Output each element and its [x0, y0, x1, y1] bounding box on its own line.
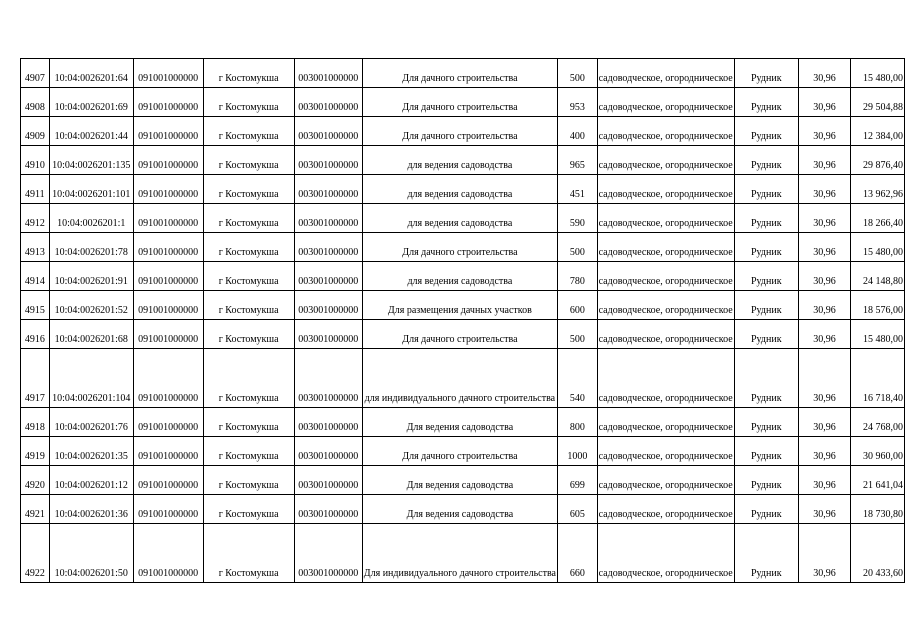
rate-cell: 30,96 — [798, 495, 850, 524]
zone-cell: Рудник — [734, 524, 798, 583]
zone-cell: Рудник — [734, 408, 798, 437]
okato-cell: 003001000000 — [294, 408, 362, 437]
table-row — [21, 437, 905, 466]
purpose-cell: для индивидуального дачного строительства — [362, 349, 557, 408]
purpose-cell: Для дачного строительства — [362, 233, 557, 262]
locality-cell: г Костомукша — [203, 349, 294, 408]
rate-cell: 30,96 — [798, 175, 850, 204]
table-row — [21, 291, 905, 320]
okato-cell: 003001000000 — [294, 466, 362, 495]
table-row — [21, 495, 905, 524]
zone-cell: Рудник — [734, 291, 798, 320]
area-cell: 540 — [558, 349, 598, 408]
code-cell: 091001000000 — [133, 466, 203, 495]
table-row — [21, 408, 905, 437]
cadastral-number-cell: 10:04:0026201:35 — [49, 437, 133, 466]
zone-cell: Рудник — [734, 59, 798, 88]
land-use-cell: садоводческое, огородническое — [597, 408, 734, 437]
rate-cell: 30,96 — [798, 291, 850, 320]
cadastral-number-cell: 10:04:0026201:12 — [49, 466, 133, 495]
cadastral-number-cell: 10:04:0026201:44 — [49, 117, 133, 146]
area-cell: 500 — [558, 233, 598, 262]
code-cell: 091001000000 — [133, 117, 203, 146]
okato-cell: 003001000000 — [294, 146, 362, 175]
row-number-cell: 4918 — [21, 408, 50, 437]
area-cell: 400 — [558, 117, 598, 146]
rate-cell: 30,96 — [798, 524, 850, 583]
row-number-cell: 4908 — [21, 88, 50, 117]
okato-cell: 003001000000 — [294, 524, 362, 583]
cadastral-number-cell: 10:04:0026201:135 — [49, 146, 133, 175]
amount-cell: 30 960,00 — [851, 437, 905, 466]
area-cell: 500 — [558, 59, 598, 88]
zone-cell: Рудник — [734, 437, 798, 466]
okato-cell: 003001000000 — [294, 320, 362, 349]
amount-cell: 15 480,00 — [851, 320, 905, 349]
area-cell: 965 — [558, 146, 598, 175]
area-cell: 800 — [558, 408, 598, 437]
code-cell: 091001000000 — [133, 291, 203, 320]
land-use-cell: садоводческое, огородническое — [597, 88, 734, 117]
rate-cell: 30,96 — [798, 233, 850, 262]
locality-cell: г Костомукша — [203, 117, 294, 146]
locality-cell: г Костомукша — [203, 204, 294, 233]
locality-cell: г Костомукша — [203, 466, 294, 495]
row-number-cell: 4911 — [21, 175, 50, 204]
cadastral-number-cell: 10:04:0026201:104 — [49, 349, 133, 408]
cadastral-number-cell: 10:04:0026201:78 — [49, 233, 133, 262]
okato-cell: 003001000000 — [294, 262, 362, 291]
purpose-cell: Для размещения дачных участков — [362, 291, 557, 320]
cadastral-number-cell: 10:04:0026201:52 — [49, 291, 133, 320]
locality-cell: г Костомукша — [203, 59, 294, 88]
row-number-cell: 4920 — [21, 466, 50, 495]
amount-cell: 21 641,04 — [851, 466, 905, 495]
cadastral-number-cell: 10:04:0026201:91 — [49, 262, 133, 291]
cadastral-number-cell: 10:04:0026201:1 — [49, 204, 133, 233]
amount-cell: 13 962,96 — [851, 175, 905, 204]
okato-cell: 003001000000 — [294, 233, 362, 262]
land-use-cell: садоводческое, огородническое — [597, 349, 734, 408]
table-row — [21, 117, 905, 146]
code-cell: 091001000000 — [133, 437, 203, 466]
row-number-cell: 4910 — [21, 146, 50, 175]
row-number-cell: 4915 — [21, 291, 50, 320]
table-row — [21, 349, 905, 408]
area-cell: 953 — [558, 88, 598, 117]
amount-cell: 15 480,00 — [851, 59, 905, 88]
purpose-cell: Для ведения садоводства — [362, 466, 557, 495]
land-registry-table — [20, 58, 905, 583]
row-number-cell: 4913 — [21, 233, 50, 262]
land-use-cell: садоводческое, огородническое — [597, 437, 734, 466]
zone-cell: Рудник — [734, 320, 798, 349]
rate-cell: 30,96 — [798, 466, 850, 495]
locality-cell: г Костомукша — [203, 437, 294, 466]
row-number-cell: 4909 — [21, 117, 50, 146]
locality-cell: г Костомукша — [203, 88, 294, 117]
zone-cell: Рудник — [734, 204, 798, 233]
okato-cell: 003001000000 — [294, 117, 362, 146]
zone-cell: Рудник — [734, 349, 798, 408]
rate-cell: 30,96 — [798, 204, 850, 233]
okato-cell: 003001000000 — [294, 291, 362, 320]
purpose-cell: Для дачного строительства — [362, 59, 557, 88]
amount-cell: 20 433,60 — [851, 524, 905, 583]
purpose-cell: Для дачного строительства — [362, 437, 557, 466]
purpose-cell: для ведения садоводства — [362, 146, 557, 175]
amount-cell: 29 504,88 — [851, 88, 905, 117]
amount-cell: 18 266,40 — [851, 204, 905, 233]
table-row — [21, 88, 905, 117]
zone-cell: Рудник — [734, 146, 798, 175]
locality-cell: г Костомукша — [203, 495, 294, 524]
code-cell: 091001000000 — [133, 408, 203, 437]
land-use-cell: садоводческое, огородническое — [597, 291, 734, 320]
cadastral-number-cell: 10:04:0026201:101 — [49, 175, 133, 204]
code-cell: 091001000000 — [133, 204, 203, 233]
area-cell: 1000 — [558, 437, 598, 466]
table-row — [21, 175, 905, 204]
rate-cell: 30,96 — [798, 262, 850, 291]
code-cell: 091001000000 — [133, 320, 203, 349]
code-cell: 091001000000 — [133, 262, 203, 291]
okato-cell: 003001000000 — [294, 88, 362, 117]
land-use-cell: садоводческое, огородническое — [597, 175, 734, 204]
cadastral-number-cell: 10:04:0026201:69 — [49, 88, 133, 117]
code-cell: 091001000000 — [133, 146, 203, 175]
rate-cell: 30,96 — [798, 437, 850, 466]
land-use-cell: садоводческое, огородническое — [597, 320, 734, 349]
land-use-cell: садоводческое, огородническое — [597, 495, 734, 524]
purpose-cell: Для дачного строительства — [362, 117, 557, 146]
land-use-cell: садоводческое, огородническое — [597, 233, 734, 262]
land-use-cell: садоводческое, огородническое — [597, 262, 734, 291]
cadastral-number-cell: 10:04:0026201:50 — [49, 524, 133, 583]
okato-cell: 003001000000 — [294, 437, 362, 466]
cadastral-number-cell: 10:04:0026201:76 — [49, 408, 133, 437]
purpose-cell: Для ведения садоводства — [362, 408, 557, 437]
locality-cell: г Костомукша — [203, 233, 294, 262]
locality-cell: г Костомукша — [203, 175, 294, 204]
purpose-cell: для ведения садоводства — [362, 175, 557, 204]
okato-cell: 003001000000 — [294, 59, 362, 88]
land-use-cell: садоводческое, огородническое — [597, 524, 734, 583]
code-cell: 091001000000 — [133, 88, 203, 117]
zone-cell: Рудник — [734, 466, 798, 495]
land-use-cell: садоводческое, огородническое — [597, 146, 734, 175]
rate-cell: 30,96 — [798, 408, 850, 437]
land-use-cell: садоводческое, огородническое — [597, 204, 734, 233]
amount-cell: 24 768,00 — [851, 408, 905, 437]
code-cell: 091001000000 — [133, 524, 203, 583]
amount-cell: 18 576,00 — [851, 291, 905, 320]
amount-cell: 29 876,40 — [851, 146, 905, 175]
zone-cell: Рудник — [734, 495, 798, 524]
table-row — [21, 320, 905, 349]
okato-cell: 003001000000 — [294, 349, 362, 408]
rate-cell: 30,96 — [798, 117, 850, 146]
area-cell: 451 — [558, 175, 598, 204]
area-cell: 590 — [558, 204, 598, 233]
zone-cell: Рудник — [734, 262, 798, 291]
code-cell: 091001000000 — [133, 349, 203, 408]
code-cell: 091001000000 — [133, 233, 203, 262]
purpose-cell: Для ведения садоводства — [362, 495, 557, 524]
cadastral-number-cell: 10:04:0026201:36 — [49, 495, 133, 524]
locality-cell: г Костомукша — [203, 146, 294, 175]
area-cell: 780 — [558, 262, 598, 291]
row-number-cell: 4907 — [21, 59, 50, 88]
table-body — [21, 59, 905, 583]
rate-cell: 30,96 — [798, 349, 850, 408]
rate-cell: 30,96 — [798, 320, 850, 349]
code-cell: 091001000000 — [133, 59, 203, 88]
purpose-cell: для ведения садоводства — [362, 262, 557, 291]
rate-cell: 30,96 — [798, 59, 850, 88]
land-use-cell: садоводческое, огородническое — [597, 117, 734, 146]
zone-cell: Рудник — [734, 117, 798, 146]
locality-cell: г Костомукша — [203, 291, 294, 320]
rate-cell: 30,96 — [798, 146, 850, 175]
row-number-cell: 4922 — [21, 524, 50, 583]
area-cell: 605 — [558, 495, 598, 524]
land-use-cell: садоводческое, огородническое — [597, 59, 734, 88]
cadastral-number-cell: 10:04:0026201:68 — [49, 320, 133, 349]
amount-cell: 18 730,80 — [851, 495, 905, 524]
area-cell: 500 — [558, 320, 598, 349]
purpose-cell: Для дачного строительства — [362, 320, 557, 349]
amount-cell: 15 480,00 — [851, 233, 905, 262]
table-row — [21, 59, 905, 88]
row-number-cell: 4912 — [21, 204, 50, 233]
zone-cell: Рудник — [734, 233, 798, 262]
row-number-cell: 4919 — [21, 437, 50, 466]
table-row — [21, 233, 905, 262]
purpose-cell: Для индивидуального дачного строительства — [362, 524, 557, 583]
row-number-cell: 4921 — [21, 495, 50, 524]
table-row — [21, 204, 905, 233]
locality-cell: г Костомукша — [203, 408, 294, 437]
amount-cell: 16 718,40 — [851, 349, 905, 408]
locality-cell: г Костомукша — [203, 524, 294, 583]
area-cell: 600 — [558, 291, 598, 320]
table-row — [21, 146, 905, 175]
okato-cell: 003001000000 — [294, 204, 362, 233]
okato-cell: 003001000000 — [294, 495, 362, 524]
zone-cell: Рудник — [734, 88, 798, 117]
area-cell: 699 — [558, 466, 598, 495]
okato-cell: 003001000000 — [294, 175, 362, 204]
purpose-cell: для ведения садоводства — [362, 204, 557, 233]
row-number-cell: 4914 — [21, 262, 50, 291]
code-cell: 091001000000 — [133, 175, 203, 204]
row-number-cell: 4917 — [21, 349, 50, 408]
land-use-cell: садоводческое, огородническое — [597, 466, 734, 495]
locality-cell: г Костомукша — [203, 262, 294, 291]
area-cell: 660 — [558, 524, 598, 583]
amount-cell: 24 148,80 — [851, 262, 905, 291]
zone-cell: Рудник — [734, 175, 798, 204]
table-row — [21, 466, 905, 495]
table-row — [21, 262, 905, 291]
code-cell: 091001000000 — [133, 495, 203, 524]
purpose-cell: Для дачного строительства — [362, 88, 557, 117]
amount-cell: 12 384,00 — [851, 117, 905, 146]
rate-cell: 30,96 — [798, 88, 850, 117]
table-row — [21, 524, 905, 583]
cadastral-number-cell: 10:04:0026201:64 — [49, 59, 133, 88]
row-number-cell: 4916 — [21, 320, 50, 349]
locality-cell: г Костомукша — [203, 320, 294, 349]
